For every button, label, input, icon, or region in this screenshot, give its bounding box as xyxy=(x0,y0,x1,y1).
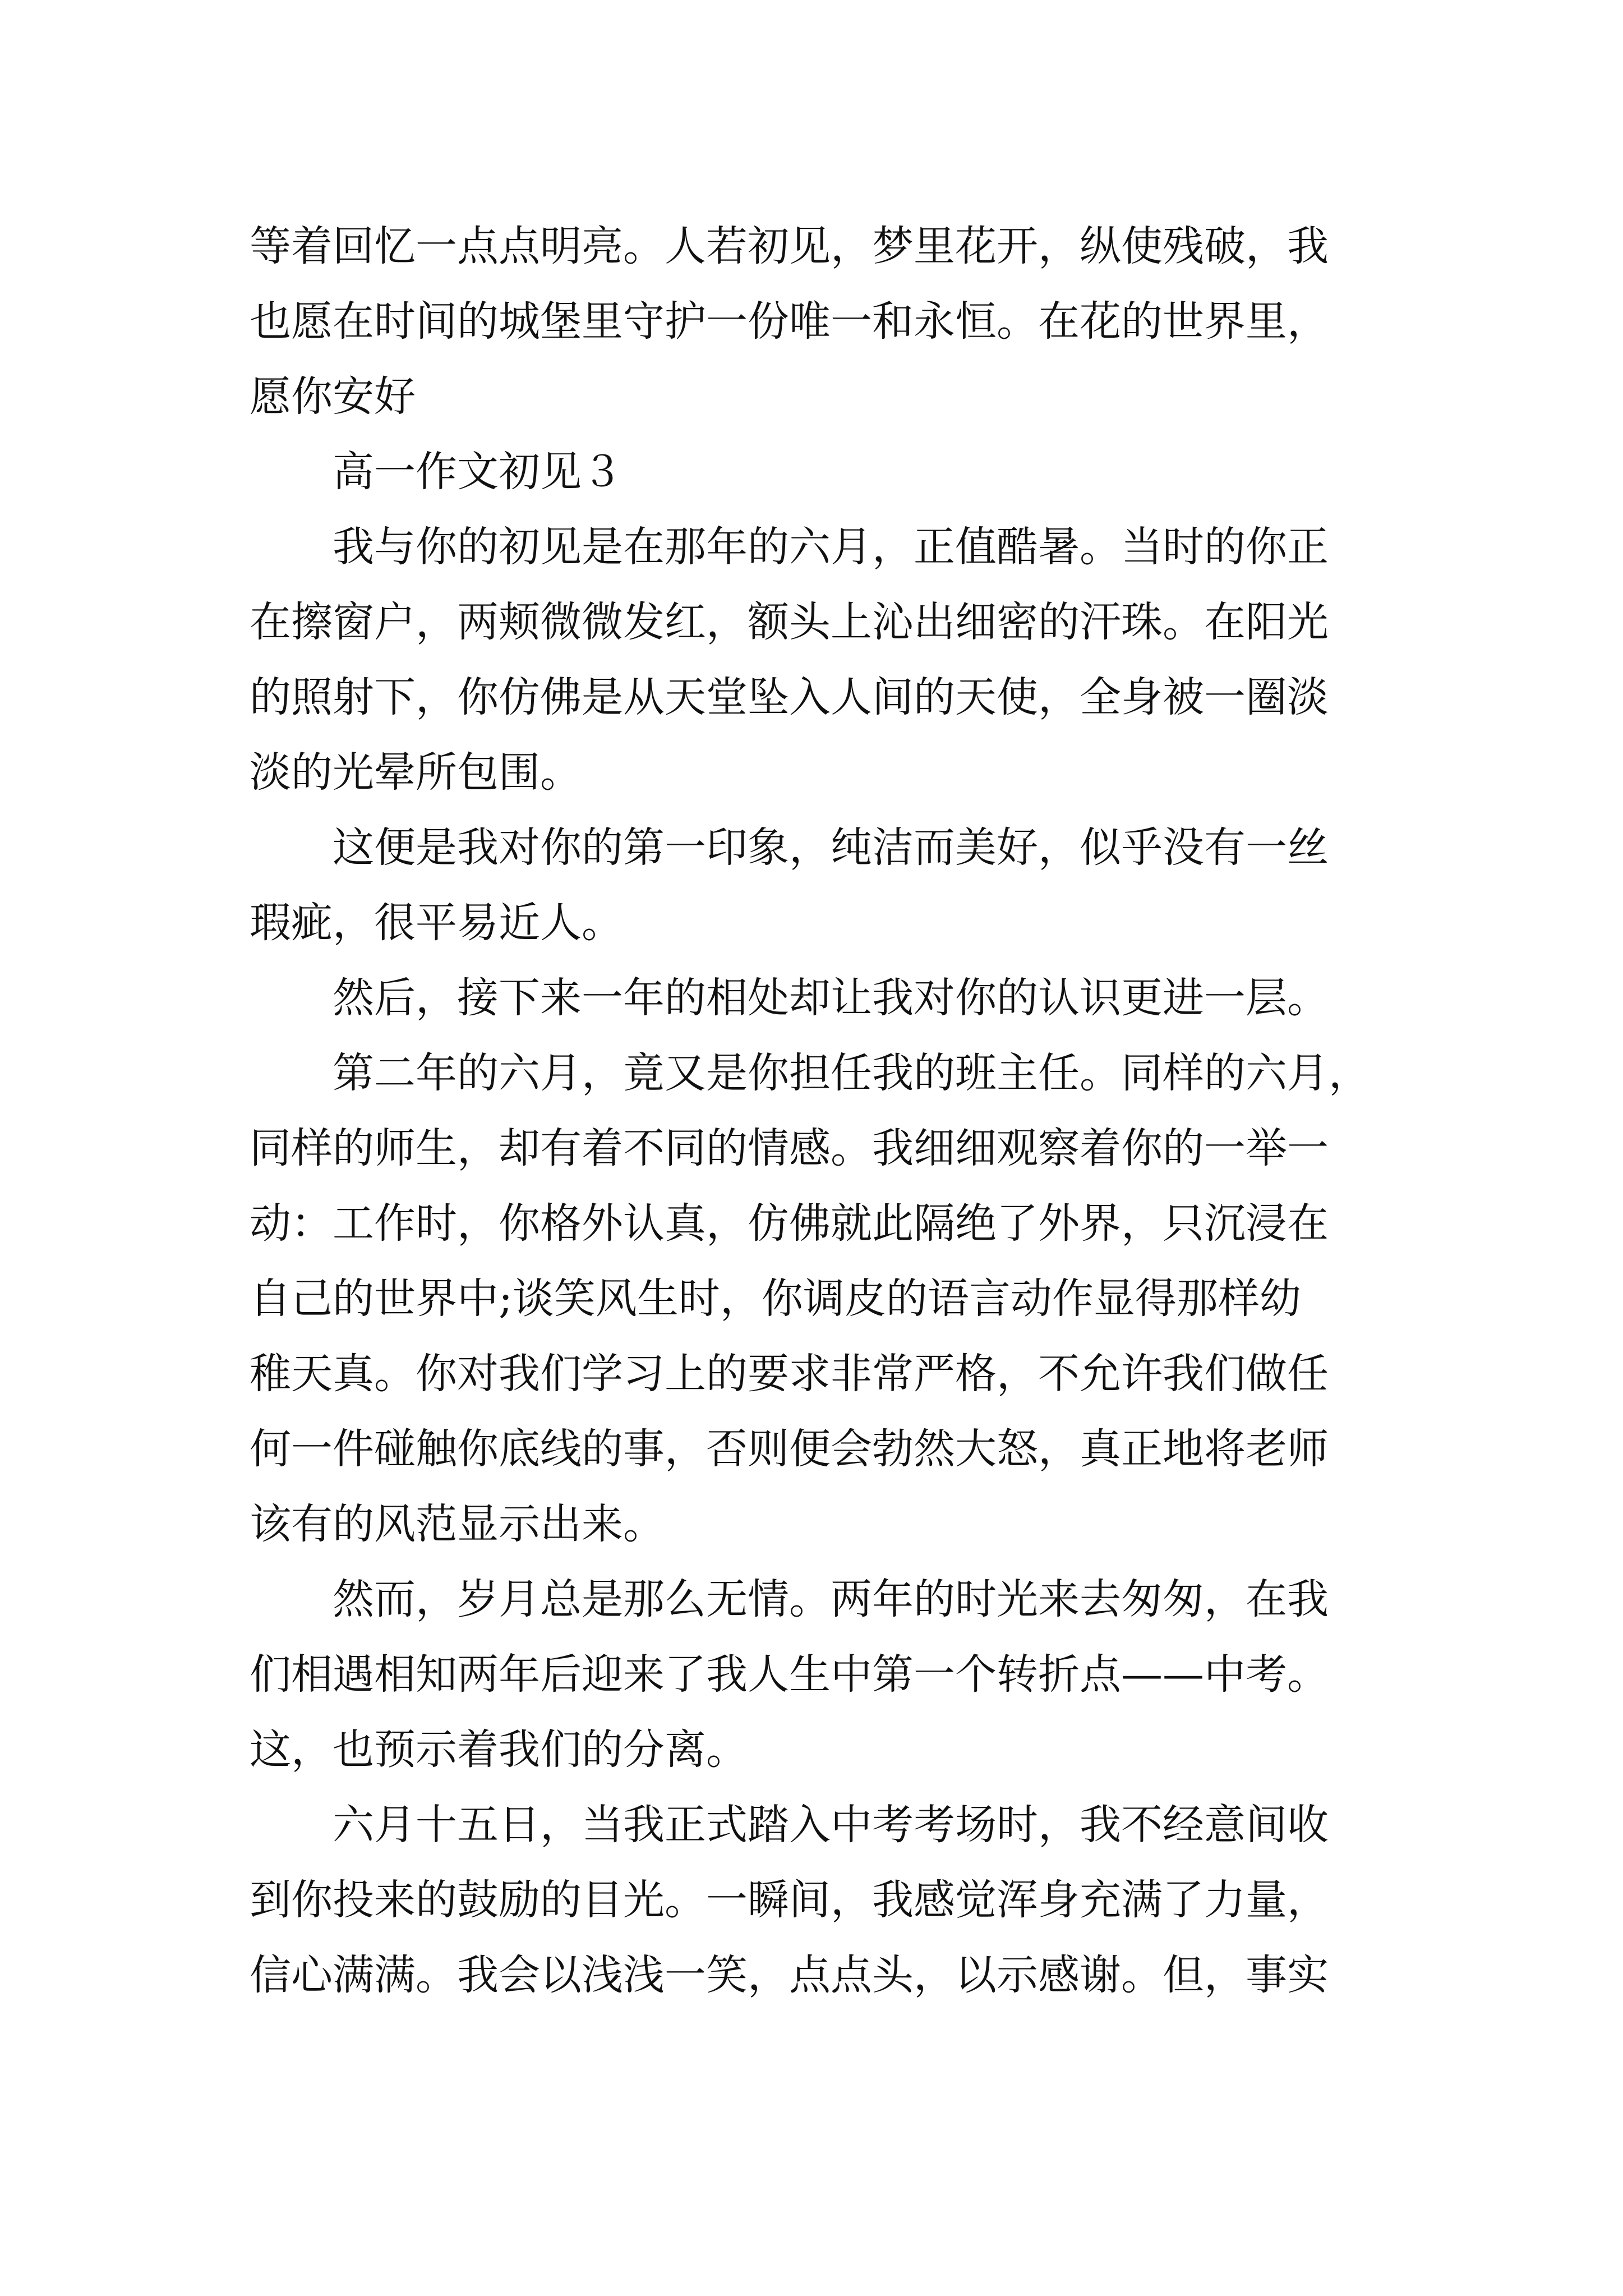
text-line: 瑕疵，很平易近人。 xyxy=(250,899,623,947)
text-line: 第二年的六月，竟又是你担任我的班主任。同样的六月， xyxy=(250,1049,1370,1097)
text-line: 在擦窗户，两颊微微发红，额头上沁出细密的汗珠。在阳光 xyxy=(250,598,1329,646)
text-line: 然后，接下来一年的相处却让我对你的认识更进一层。 xyxy=(250,974,1329,1022)
text-line: 愿你安好 xyxy=(250,372,416,421)
text-line: 何一件碰触你底线的事，否则便会勃然大怒，真正地将老师 xyxy=(250,1425,1329,1473)
text-line: 稚天真。你对我们学习上的要求非常严格，不允许我们做任 xyxy=(250,1350,1329,1398)
text-line: 信心满满。我会以浅浅一笑，点点头，以示感谢。但，事实 xyxy=(250,1951,1329,1999)
text-line: 们相遇相知两年后迎来了我人生中第一个转折点——中考。 xyxy=(250,1650,1329,1699)
text-line: 的照射下，你仿佛是从天堂坠入人间的天使，全身被一圈淡 xyxy=(250,673,1329,721)
text-line: 淡的光晕所包围。 xyxy=(250,748,582,797)
text-line: 六月十五日，当我正式踏入中考考场时，我不经意间收 xyxy=(250,1801,1329,1849)
text-line: 同样的师生，却有着不同的情感。我细细观察着你的一举一 xyxy=(250,1124,1329,1172)
text-line: 也愿在时间的城堡里守护一份唯一和永恒。在花的世界里， xyxy=(250,297,1329,346)
text-line: 这便是我对你的第一印象，纯洁而美好，似乎没有一丝 xyxy=(250,823,1329,872)
text-line: 该有的风范显示出来。 xyxy=(250,1500,665,1548)
text-line: 自己的世界中;谈笑风生时，你调皮的语言动作显得那样幼 xyxy=(250,1274,1301,1323)
text-line: 动：工作时，你格外认真，仿佛就此隔绝了外界，只沉浸在 xyxy=(250,1199,1329,1248)
text-line: 然而，岁月总是那么无情。两年的时光来去匆匆，在我 xyxy=(250,1575,1329,1623)
text-line: 等着回忆一点点明亮。人若初见，梦里花开，纵使残破，我 xyxy=(250,222,1329,270)
section-heading: 高一作文初见３ xyxy=(250,448,623,496)
text-line: 这，也预示着我们的分离。 xyxy=(250,1726,748,1774)
text-line: 到你投来的鼓励的目光。一瞬间，我感觉浑身充满了力量， xyxy=(250,1876,1329,1924)
text-line: 我与你的初见是在那年的六月，正值酷暑。当时的你正 xyxy=(250,523,1329,571)
document-body xyxy=(250,209,1388,2013)
